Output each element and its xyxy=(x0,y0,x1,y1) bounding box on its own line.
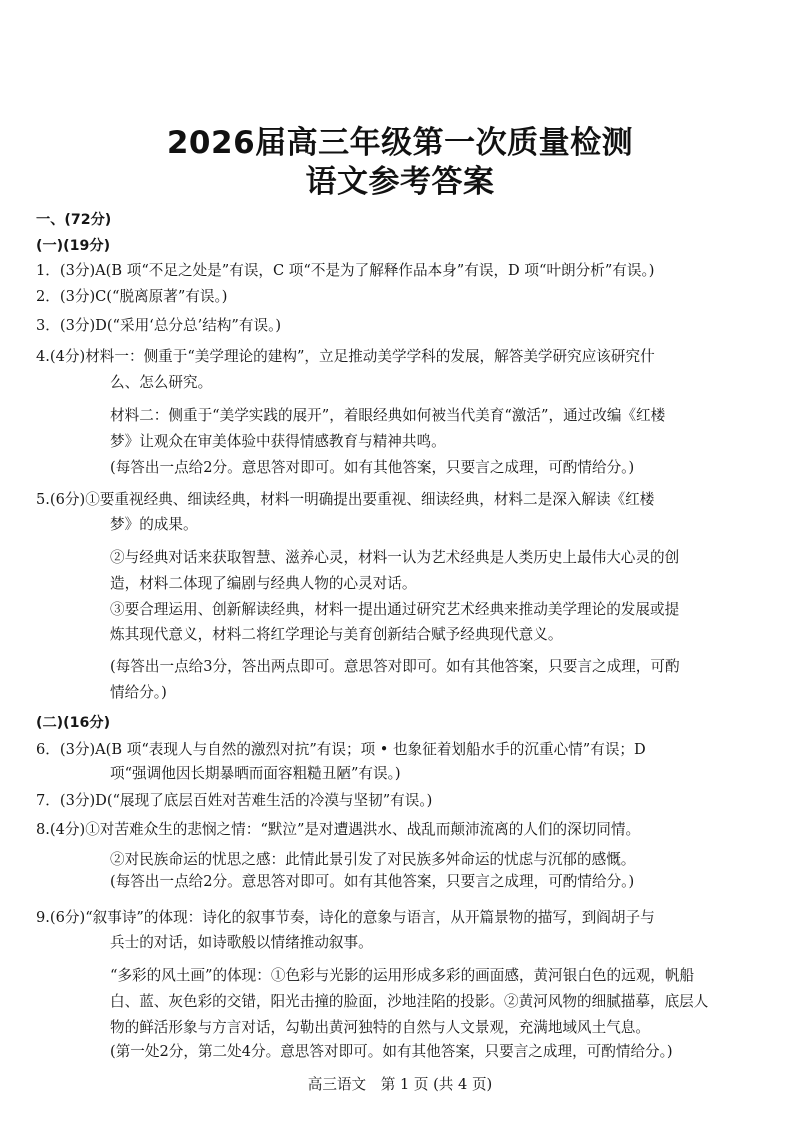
section-one-heading: 一、(72分) xyxy=(36,212,112,228)
answer-q5-point2-cont: 造，材料二体现了编剧与经典人物的心灵对话。 xyxy=(110,575,417,592)
answer-q9-cont: 兵士的对话，如诗歌般以情绪推动叙事。 xyxy=(110,934,373,951)
answer-q8-point2: ②对民族命运的忧思之感：此情此景引发了对民族多舛命运的忧虑与沉郁的感慨。 xyxy=(110,851,636,868)
answer-q9-scoring: (第一处2分，第二处4分。意思答对即可。如有其他答案，只要言之成理，可酌情给分。) xyxy=(110,1043,673,1060)
answer-q9-part2-cont2: 物的鲜活形象与方言对话，勾勒出黄河独特的自然与人文景观，充满地域风土气息。 xyxy=(110,1019,650,1036)
answer-q4-material2: 材料二：侧重于“美学实践的展开”，着眼经典如何被当代美育“激活”，通过改编《红楼 xyxy=(110,407,666,424)
answer-q7: 7．(3分)D(“展现了底层百姓对苦难生活的冷漠与坚韧”有误。) xyxy=(36,792,433,809)
answer-q8: 8.(4分)①对苦难众生的悲悯之情：“默泣”是对遭遇洪水、战乱而颠沛流离的人们的深切同情。 xyxy=(36,821,641,838)
answer-q9-part2: “多彩的风土画”的体现：①色彩与光影的运用形成多彩的画面感，黄河银白色的远观，帆船 xyxy=(110,967,695,984)
answer-q3: 3．(3分)D(“采用‘总分总’结构”有误。) xyxy=(36,317,282,334)
answer-q4-cont: 么、怎么研究。 xyxy=(110,374,213,391)
answer-q6-cont: 项“强调他因长期暴晒而面容粗糙丑陋”有误。) xyxy=(110,765,401,782)
answer-q1: 1．(3分)A(B 项“不足之处是”有误，C 项“不是为了解释作品本身”有误，D 项“叶朗分析”有误。) xyxy=(36,262,655,279)
answer-q5-point3: ③要合理运用、创新解读经典，材料一提出通过研究艺术经典来推动美学理论的发展或提 xyxy=(110,601,680,618)
answer-q5-cont: 梦》的成果。 xyxy=(110,516,198,533)
exam-title: 2026届高三年级第一次质量检测 xyxy=(166,125,634,161)
page-footer: 高三语文 第 1 页 (共 4 页) xyxy=(307,1076,493,1093)
answer-q5-point3-cont: 炼其现代意义，材料二将红学理论与美育创新结合赋予经典现代意义。 xyxy=(110,626,563,643)
answer-q5: 5.(6分)①要重视经典、细读经典，材料一明确提出要重视、细读经典，材料二是深入解读《红楼 xyxy=(36,491,655,508)
answer-q4-scoring: (每答出一点给2分。意思答对即可。如有其他答案，只要言之成理，可酌情给分。) xyxy=(110,459,635,476)
answer-q4-material2-cont: 梦》让观众在审美体验中获得情感教育与精神共鸣。 xyxy=(110,433,446,450)
answer-q4: 4.(4分)材料一：侧重于“美学理论的建构”，立足推动美学学科的发展，解答美学研究应该研究什 xyxy=(36,348,655,365)
subsection-two-heading: (二)(16分) xyxy=(36,715,111,731)
answer-q5-point2: ②与经典对话来获取智慧、滋养心灵，材料一认为艺术经典是人类历史上最伟大心灵的创 xyxy=(110,549,680,566)
answer-key-subtitle: 语文参考答案 xyxy=(305,164,495,200)
answer-q5-scoring-cont: 情给分。) xyxy=(110,684,167,701)
answer-q9-part2-cont1: 白、蓝、灰色彩的交错，阳光击撞的脸面，沙地洼陷的投影。②黄河风物的细腻描摹，底层人 xyxy=(110,993,709,1010)
answer-q2: 2．(3分)C(“脱离原著”有误。) xyxy=(36,288,228,305)
answer-q5-scoring: (每答出一点给3分，答出两点即可。意思答对即可。如有其他答案，只要言之成理，可酌 xyxy=(110,658,680,675)
answer-q8-scoring: (每答出一点给2分。意思答对即可。如有其他答案，只要言之成理，可酌情给分。) xyxy=(110,873,635,890)
subsection-one-heading: (一)(19分) xyxy=(36,238,111,254)
answer-q9: 9.(6分)“叙事诗”的体现：诗化的叙事节奏，诗化的意象与语言，从开篇景物的描写，到阎胡子与 xyxy=(36,909,655,926)
answer-q6: 6．(3分)A(B 项“表现人与自然的激烈对抗”有误；项 • 也象征着划船水手的沉重心情”有误；D xyxy=(36,741,646,758)
